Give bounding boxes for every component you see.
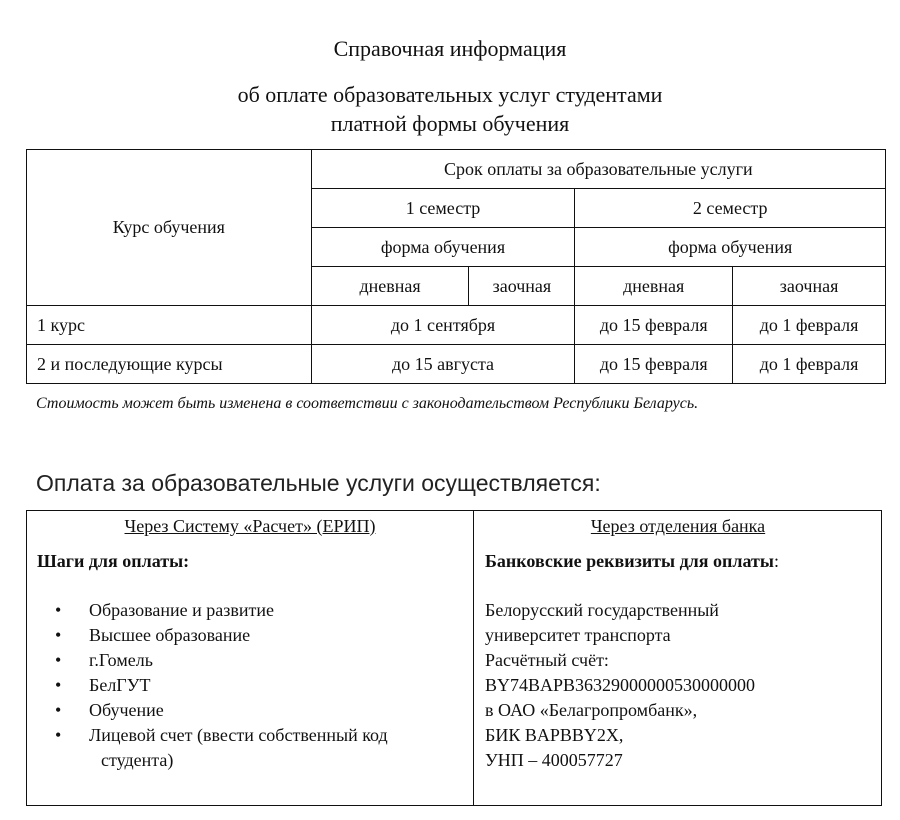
payment-methods-box: [26, 510, 882, 806]
bank-details-colon: :: [773, 551, 779, 571]
table-row: [27, 345, 886, 384]
bank-title: Через отделения банка: [590, 516, 766, 536]
table-row: [27, 306, 886, 345]
sem1-day-header: дневная: [311, 267, 469, 306]
sem1-form-header: форма обучения: [311, 228, 575, 267]
semester-1-header: 1 семестр: [311, 189, 575, 228]
step-text-continued: студента): [101, 750, 174, 770]
bank-line: университет транспорта: [485, 625, 671, 645]
sem2-day-header: дневная: [575, 267, 733, 306]
bullet-icon: •: [55, 625, 62, 645]
bullet-icon: •: [55, 725, 62, 745]
course-header-cell: Курс обучения: [27, 150, 312, 306]
erip-title: Через Систему «Расчет» (ЕРИП): [124, 516, 376, 536]
sem2-correspondence-deadline-cell: до 1 февраля: [733, 306, 886, 345]
list-item: [27, 698, 473, 723]
list-item: [27, 598, 473, 623]
page-subtitle: [0, 80, 900, 138]
course-cell: 2 и последующие курсы: [27, 345, 312, 384]
bank-details-label-text: Банковские реквизиты для оплаты: [485, 551, 774, 571]
sem2-form-header: форма обучения: [575, 228, 886, 267]
list-item: [27, 648, 473, 673]
bank-line: Белорусский государственный: [485, 600, 719, 620]
sem2-correspondence-header: заочная: [733, 267, 886, 306]
step-text: БелГУТ: [89, 675, 151, 695]
bullet-icon: •: [55, 700, 62, 720]
subtitle-line-2: платной формы обучения: [330, 111, 570, 136]
step-text: г.Гомель: [89, 650, 153, 670]
payment-schedule-table: [26, 149, 886, 384]
bank-account-number: BY74BAPB36329000000530000000: [485, 675, 756, 695]
sem1-deadline-cell: до 15 августа: [311, 345, 575, 384]
erip-column: [27, 511, 474, 805]
subtitle-line-1: об оплате образовательных услуг студентами: [237, 82, 663, 107]
bank-details-label: [485, 551, 881, 572]
erip-steps-list: [27, 598, 473, 773]
erip-steps-label: Шаги для оплаты:: [37, 551, 190, 571]
sem2-day-deadline-cell: до 15 февраля: [575, 345, 733, 384]
sem1-deadline-cell: до 1 сентября: [311, 306, 575, 345]
step-text: Высшее образование: [89, 625, 251, 645]
bullet-icon: •: [55, 600, 62, 620]
course-cell: 1 курс: [27, 306, 312, 345]
semester-2-header: 2 семестр: [575, 189, 886, 228]
list-item: [27, 673, 473, 698]
sem2-correspondence-deadline-cell: до 1 февраля: [733, 345, 886, 384]
step-text: Обучение: [89, 700, 164, 720]
list-item: [27, 623, 473, 648]
bank-line: в ОАО «Белагропромбанк»,: [485, 700, 698, 720]
bank-details: [485, 598, 881, 773]
sem2-day-deadline-cell: до 15 февраля: [575, 306, 733, 345]
bank-column: [475, 511, 881, 805]
step-text: Образование и развитие: [89, 600, 275, 620]
page-title: Справочная информация: [333, 36, 567, 61]
bank-unp: УНП – 400057727: [485, 750, 623, 770]
bullet-icon: •: [55, 675, 62, 695]
payment-methods-heading: Оплата за образовательные услуги осуществляется:: [36, 470, 601, 496]
step-text: Лицевой счет (ввести собственный код: [89, 725, 388, 745]
bank-bic: БИК BAPBBY2X,: [485, 725, 624, 745]
bullet-icon: •: [55, 650, 62, 670]
sem1-correspondence-header: заочная: [469, 267, 575, 306]
bank-line: Расчётный счёт:: [485, 650, 609, 670]
cost-note: Стоимость может быть изменена в соответствии с законодательством Республики Беларусь.: [36, 395, 699, 412]
period-header-cell: Срок оплаты за образовательные услуги: [311, 150, 885, 189]
list-item: [27, 723, 473, 773]
